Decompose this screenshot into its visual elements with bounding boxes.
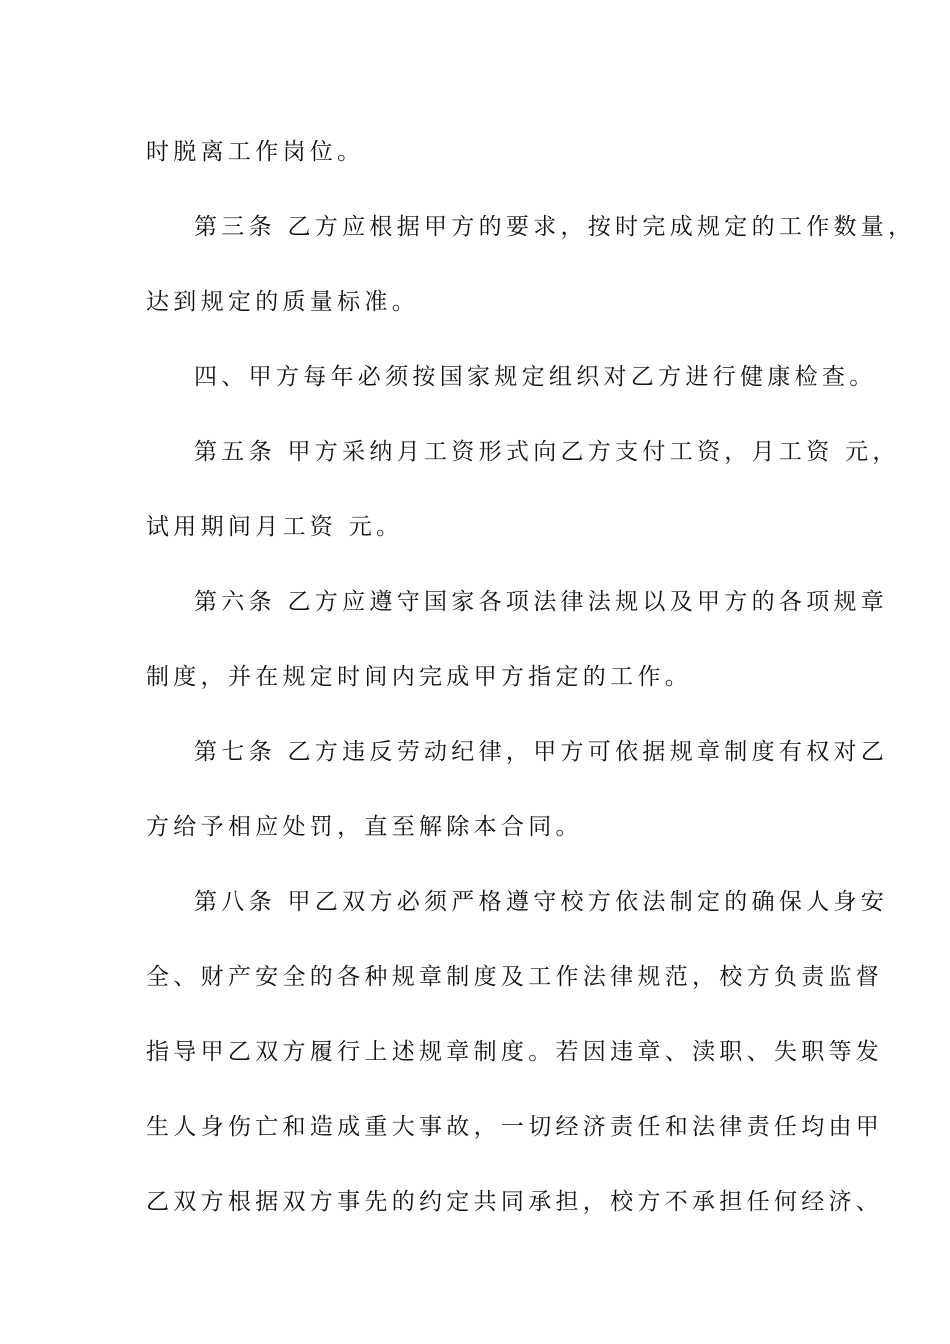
article-4-line: 四、甲方每年必须按国家规定组织对乙方进行健康检查。 xyxy=(194,364,877,390)
text-line: 生人身伤亡和造成重大事故，一切经济责任和法律责任均由甲 xyxy=(146,1114,884,1140)
text-line: 指导甲乙双方履行上述规章制度。若因违章、渎职、失职等发 xyxy=(146,1039,884,1065)
article-8-line: 第八条 甲乙双方必须严格遵守校方依法制定的确保人身安 xyxy=(194,889,889,915)
text-line: 达到规定的质量标准。 xyxy=(146,289,419,315)
text-line: 全、财产安全的各种规章制度及工作法律规范，校方负责监督 xyxy=(146,964,884,990)
article-5-line: 第五条 甲方采纳月工资形式向乙方支付工资，月工资 元， xyxy=(194,439,900,465)
article-3-line: 第三条 乙方应根据甲方的要求，按时完成规定的工作数量， xyxy=(194,214,916,240)
text-line: 时脱离工作岗位。 xyxy=(146,139,365,165)
article-7-line: 第七条 乙方违反劳动纪律，甲方可依据规章制度有权对乙 xyxy=(194,739,889,765)
text-line: 方给予相应处罚，直至解除本合同。 xyxy=(146,814,583,840)
text-line: 试用期间月工资 元。 xyxy=(146,514,404,540)
text-line: 乙双方根据双方事先的约定共同承担，校方不承担任何经济、 xyxy=(146,1189,884,1215)
text-line: 制度，并在规定时间内完成甲方指定的工作。 xyxy=(146,664,692,690)
article-6-line: 第六条 乙方应遵守国家各项法律法规以及甲方的各项规章 xyxy=(194,589,889,615)
